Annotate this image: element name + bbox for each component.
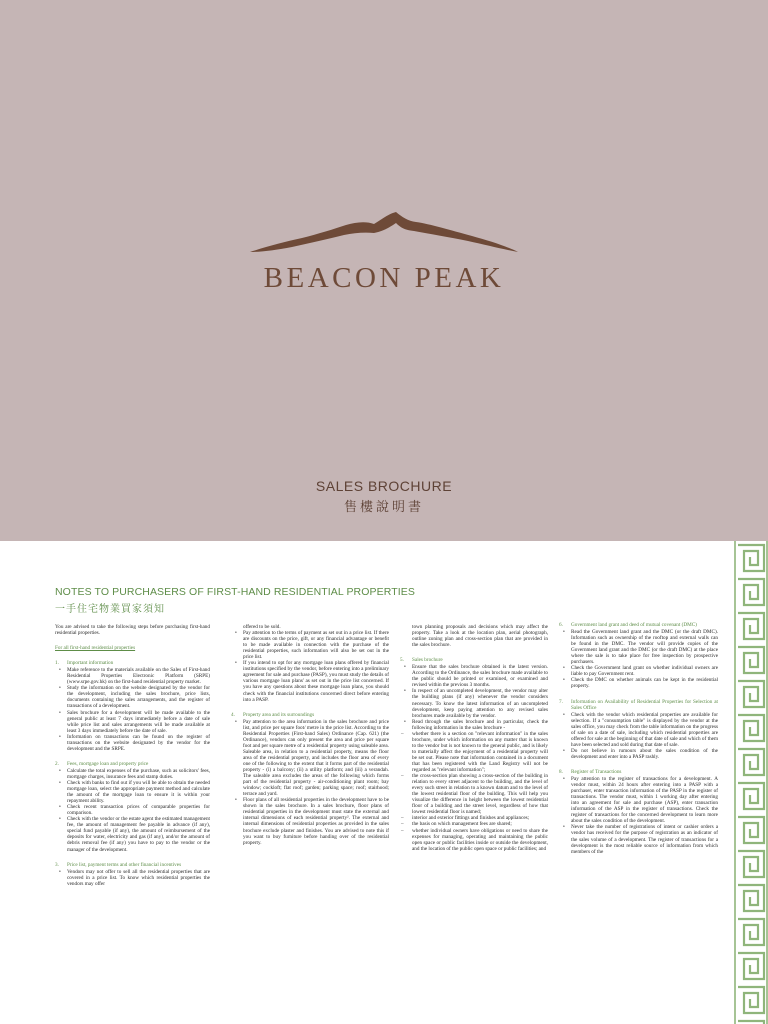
bullet-item: • Read through the sales brochure and in particular, check the following information in the sales brochure -: [400, 719, 548, 731]
notes-column-1: [55, 624, 210, 887]
bullet-item: • Pay attention to the register of transactions for a development. A vendor must, within 24 hours after entering into a PASP with a purchaser, enter transaction information of the PASP in the register of transactions. The vendor must, within 1 working day after entering into an agreement for sale and purchase (ASP), enter transaction information of the ASP in the register of transactions. Check the register of transactions for the concerned development to learn more about the sales condition of the development.: [559, 776, 718, 824]
dash-item: – the cross-section plan showing a cross-section of the building in relation to every street adjacent to the building, and the level of every such street in relation to a known datum and to the level of the lowest residential floor of the building. This will help you visualize the difference in height between the lowest residential floor of a building and the street level, regardless of how that lowest residential floor is named;: [400, 773, 548, 815]
bullet-item: • Check the Government land grant on whether individual owners are liable to pay Government rent.: [559, 665, 718, 677]
bullet-item: • Pay attention to the terms of payment as set out in a price list. If there are discounts on the price, gift, or any financial advantage or benefit to be made available in connection with the purchase of the residential properties, such information will also be set out in the price list.: [231, 630, 389, 660]
section-number: 2.: [55, 760, 59, 767]
section-fees-mortgage: [55, 761, 210, 853]
brochure-title: SALES BROCHURE: [315, 478, 453, 494]
bullet-item: • If you intend to opt for any mortgage loan plans offered by financial institutions specified by the vendor, before entering into a preliminary agreement for sale and purchase (PASP), you must study the details of various mortgage loan plans' as set out in the price list concerned. If you have any questions about these mortgage loan plans, you should check with the financial institutions concerned direct before entering into a PASP.: [231, 660, 389, 702]
notes-column-2: [231, 624, 389, 846]
bullet-item: • Do not believe in rumours about the sales condition of the development and enter into a PASP rashly.: [559, 748, 718, 760]
section-number: 7.: [559, 698, 563, 705]
section-number: 6.: [559, 622, 563, 628]
section-number: 4.: [231, 711, 235, 718]
bullet-item: • Pay attention to the area information in the sales brochure and price list, and price per square foot/ metre in the price list. According to the Residential Properties (First-hand Sales) Ordinance (Cap. 621) (the Ordinance), vendors can only present the area and price per square foot and per square metre of a residential property using saleable area. Saleable area, in relation to a residential property, means the floor area of the residential property, and includes the floor area of every one of the following to the extent that it forms part of the residential property - (i) a balcony; (ii) a utility platform; and (iii) a verandah. The saleable area excludes the areas of the following which forms part of the residential property - air-conditioning plant room; bay window; cockloft; flat roof; garden; parking space; roof; stairhood; terrace and yard.: [231, 719, 389, 798]
bullet-item: • Ensure that the sales brochure obtained is the latest version. According to the Ordinance, the sales brochure made available to the public should be printed or examined, or examined and revised within the previous 3 months.: [400, 664, 548, 688]
section-price-list: [55, 862, 210, 887]
section-title: Price list, payment terms and other financial incentives: [67, 861, 182, 868]
section-title: Sales brochure: [412, 657, 443, 664]
dash-item: – whether individual owners have obligations or need to share the expenses for managing, operating and maintaining the public open space or public facilities inside or outside the development, and the location of the public open space or public facilities; and: [400, 828, 548, 852]
section-number: 1.: [55, 660, 59, 667]
continued-text: offered to be sold.: [243, 624, 281, 630]
bullet-item: • Check the DMC on whether animals can be kept in the residential property.: [559, 677, 718, 689]
bullet-item: • Sales brochure for a development will be made available to the general public at least 7 days immediately before a date of sale while price list and sales arrangements will be made available at least 3 days immediately before the date of sale.: [55, 710, 210, 734]
intro-paragraph: You are advised to take the following steps before purchasing first-hand residential properties.: [55, 624, 210, 637]
notes-column-4: [559, 622, 718, 855]
section-important-information: [55, 660, 210, 752]
dash-item: – interior and exterior fittings and finishes and appliances;: [400, 815, 548, 821]
dash-item: – the basis on which management fees are shared;: [400, 821, 548, 827]
bullet-item: • Check with the vendor or the estate agent the estimated management fee, the amount of management fee payable in advance (if any), special fund payable (if any), the amount of reimbursement of the deposits for water, electricity and gas (if any), and/or the amount of debris removal fee (if any) you have to pay to the vendor or the manager of the development.: [55, 816, 210, 852]
section-number: 5.: [400, 657, 404, 664]
brand-logo-text: BEACON PEAK: [263, 262, 505, 294]
section-property-area: [231, 712, 389, 846]
section-title: Property area and its surroundings: [243, 711, 315, 718]
section-title: Fees, mortgage loan and property price: [67, 760, 149, 767]
mountain-peak-icon: [250, 212, 518, 256]
bullet-item: • Never take the number of registrations of intent or cashier orders a vendor has received for the purpose of registration as an indicator of the sales volume of a development. The register of transactions for a development is the most reliable source of information from which members of the: [559, 824, 718, 854]
section-number: 8.: [559, 768, 563, 775]
bullet-item: • Make reference to the materials available on the Sales of First-hand Residential Properties Electronic Platform (SRPE) (www.srpe.gov.hk) on the first-hand residential property market.: [55, 667, 210, 685]
bullet-item: • Check with the vendor which residential properties are available for selection. If a "consumption table" is displayed by the vendor at the sales office, you may check from the table information on the progress of sale on a date of sale, including which residential properties are offered for sale at the beginning of that date of sale and which of them have been selected and sold during that date of sale.: [559, 712, 718, 748]
notes-heading-chinese: 一手住宅物業買家須知: [55, 604, 165, 615]
notes-heading: NOTES TO PURCHASERS OF FIRST-HAND RESIDENTIAL PROPERTIES: [55, 586, 415, 598]
section-title: Information on Availability of Residential Properties for Selection at Sales Office: [571, 698, 718, 711]
continued-text: town planning proposals and decisions which may affect the property. Take a look at the location plan, aerial photograph, outline zoning plan and cross-section plan that are provided in the sales brochure.: [412, 624, 548, 649]
bullet-item: • In respect of an uncompleted development, the vendor may alter the building plans (if any) whenever the vendor considers necessary. To know the latest information of an uncompleted development, keep paying attention to any revised sales brochures made available by the vendor.: [400, 688, 548, 718]
section-availability: [559, 699, 718, 760]
bullet-item: • Study the information on the website designated by the vendor for the development, including the sales brochure, price lists, documents containing the sales arrangements, and the register of transactions of a development.: [55, 685, 210, 709]
bullet-item: • Read the Government land grant and the DMC (or the draft DMC). Information such as ownership of the rooftop and external walls can be found in the DMC. The vendor will provide copies of the Government land grant and the DMC (or the draft DMC) at the place where the sale is to take place for free inspection by prospective purchasers.: [559, 629, 718, 665]
bullet-item: • Floor plans of all residential properties in the development have to be shown in the sales brochure. In a sales brochure, floor plans of residential properties in the development must state the external and internal dimensions of each residential property². The external and internal dimensions of residential properties as provided in the sales brochure exclude plaster and finishes. You are advised to note this if you want to buy furniture before handing over of the residential property.: [231, 797, 389, 845]
section-title: Register of Transactions: [571, 768, 622, 775]
bullet-item: • Calculate the total expenses of the purchase, such as solicitors' fees, mortgage charges, insurance fees and stamp duties.: [55, 768, 210, 780]
section-title: Government land grant and deed of mutual covenant (DMC): [571, 622, 697, 628]
notes-column-3: [400, 624, 548, 852]
dash-item: – whether there is a section on "relevant information" in the sales brochure, under which information on any matter that is known to the vendor but is not known to the general public, and is likely to materially affect the enjoyment of a residential property will be set out. Please note that information contained in a document that has been registered with the Land Registry will not be regarded as "relevant information";: [400, 731, 548, 773]
section-register-of-transactions: [559, 769, 718, 855]
bullet-item: • Check with banks to find out if you will be able to obtain the needed mortgage loan, select the appropriate payment method and calculate the amount of the mortgage loan to ensure it is within your repayment ability.: [55, 780, 210, 804]
section-title: Important information: [67, 660, 114, 667]
bullet-item: • Vendors may not offer to sell all the residential properties that are covered in a price list. To know which residential properties the vendors may offer: [55, 869, 210, 887]
subheading: For all first-hand residential properties: [55, 645, 136, 652]
bullet-item: • Information on transactions can be found on the register of transactions on the website designated by the vendor for the development and the SRPE.: [55, 734, 210, 752]
bullet-item: • Check recent transaction prices of comparable properties for comparison.: [55, 804, 210, 816]
section-number: 3.: [55, 861, 59, 868]
brochure-title-chinese: 售樓說明書: [343, 500, 424, 515]
greek-key-border: [734, 541, 768, 1024]
section-sales-brochure: [400, 657, 548, 852]
section-land-grant-dmc: [559, 622, 718, 690]
